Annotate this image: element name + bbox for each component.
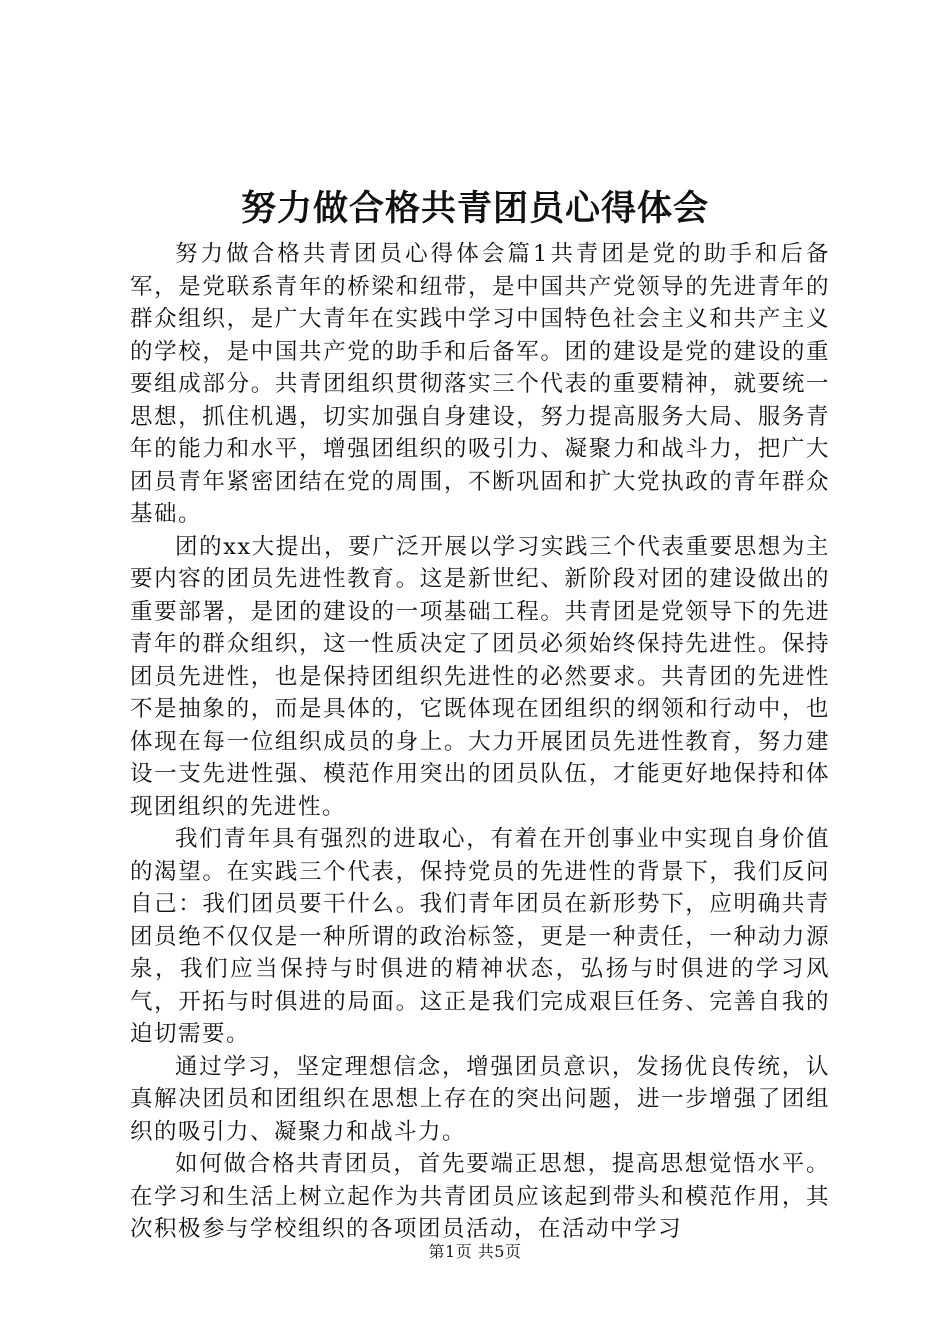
document-body bbox=[130, 238, 830, 1246]
paragraph-4: 通过学习，坚定理想信念，增强团员意识，发扬优良传统，认真解决团员和团组织在思想上存在的突出问题，进一步增强了团组织的吸引力、凝聚力和战斗力。 bbox=[130, 1053, 830, 1145]
paragraph-2: 团的xx大提出，要广泛开展以学习实践三个代表重要思想为主要内容的团员先进性教育。这是新世纪、新阶段对团的建设做出的重要部署，是团的建设的一项基础工程。共青团是党领导下的先进青年的群众组织，这一性质决定了团员必须始终保持先进性。保持团员先进性，也是保持团组织先进性的必然要求。共青团的先进性不是抽象的，而是具体的，它既体现在团组织的纲领和行动中，也体现在每一位组织成员的身上。大力开展团员先进性教育，努力建设一支先进性强、模范作用突出的团员队伍，才能更好地保持和体现团组织的先进性。 bbox=[130, 533, 830, 820]
paragraph-5: 如何做合格共青团员，首先要端正思想，提高思想觉悟水平。在学习和生活上树立起作为共青团员应该起到带头和模范作用，其次积极参与学校组织的各项团员活动，在活动中学习 bbox=[130, 1151, 830, 1242]
document-title: 努力做合格共青团员心得体会 bbox=[240, 188, 709, 229]
paragraph-1: 努力做合格共青团员心得体会篇1共青团是党的助手和后备军，是党联系青年的桥梁和纽带，是中国共产党领导的先进青年的群众组织，是广大青年在实践中学习中国特色社会主义和共产主义的学校，是中国共产党的助手和后备军。团的建设是党的建设的重要组成部分。共青团组织贯彻落实三个代表的重要精神，就要统一思想，抓住机遇，切实加强自身建设，努力提高服务大局、服务青年的能力和水平，增强团组织的吸引力、凝聚力和战斗力，把广大团员青年紧密团结在党的周围，不断巩固和扩大党执政的青年群众基础。 bbox=[130, 241, 830, 527]
page-number-footer: 第1页 共5页 bbox=[428, 1242, 522, 1261]
paragraph-3: 我们青年具有强烈的进取心，有着在开创事业中实现自身价值的渴望。在实践三个代表，保持党员的先进性的背景下，我们反问自己：我们团员要干什么。我们青年团员在新形势下，应明确共青团员绝不仅仅是一种所谓的政治标签，更是一种责任，一种动力源泉，我们应当保持与时俱进的精神状态，弘扬与时俱进的学习风气，开拓与时俱进的局面。这正是我们完成艰巨任务、完善自我的迫切需要。 bbox=[130, 826, 830, 1047]
